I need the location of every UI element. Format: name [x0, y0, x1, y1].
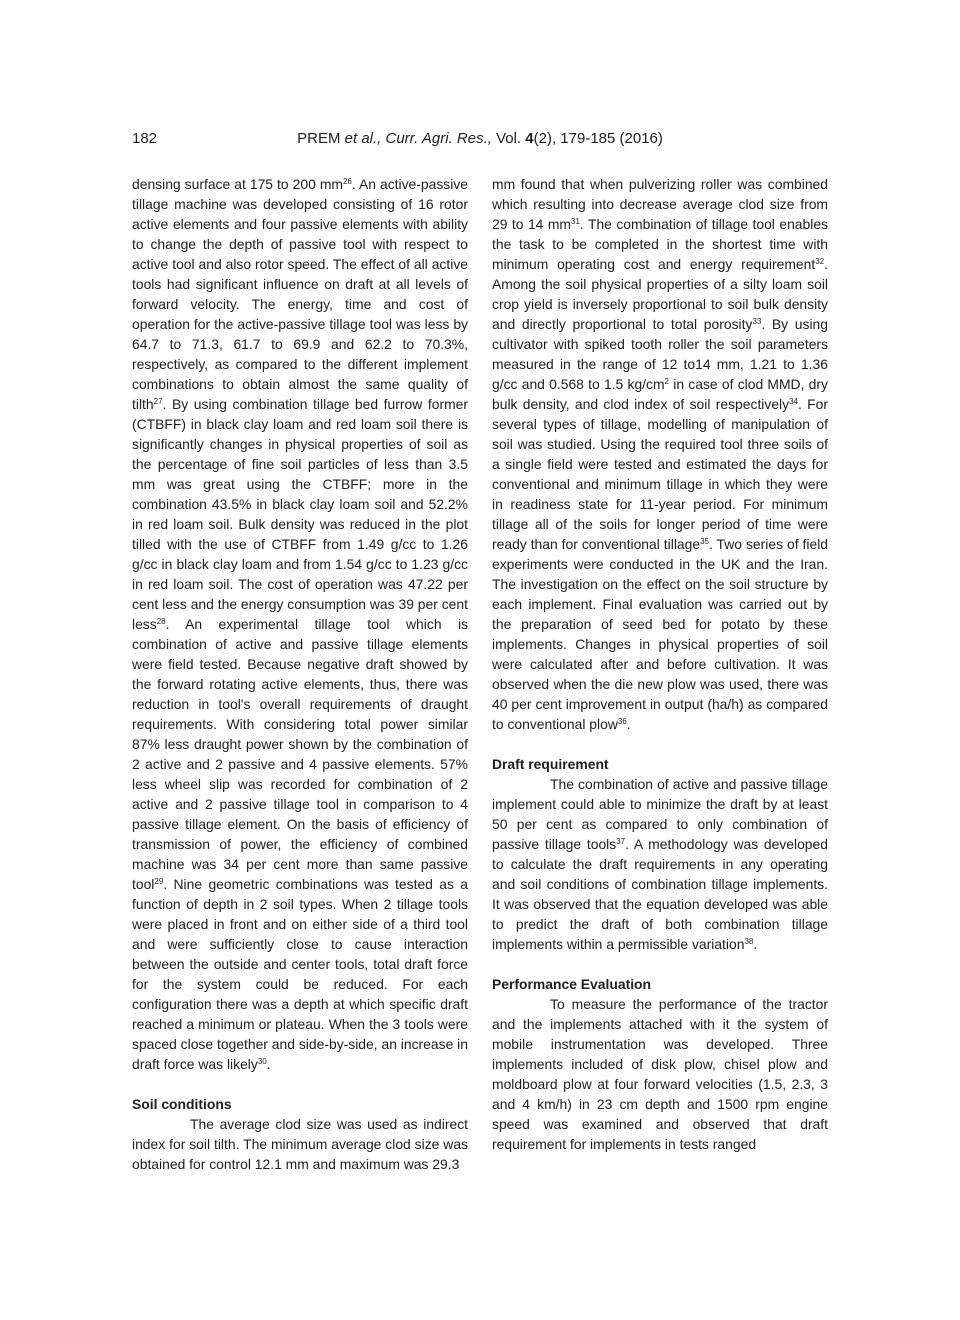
heading-soil-conditions: Soil conditions [132, 1096, 232, 1112]
text-run: . [753, 936, 758, 952]
performance-evaluation-paragraph: To measure the performance of the tractor and the implements attached with it the system of mobile instrumentation was developed. Three implements included of disk plow, chisel plow and moldboard plow at four forward velocities (1.5, 2.3, 3 and 4 km/h) in 23 cm depth and 1500 rpm engine speed was examined and observed that draft requirement for implements in tests ranged [492, 996, 828, 1152]
superscript: 2 [664, 377, 669, 386]
text-run: . Nine geometric combinations was tested as a function of depth in 2 soil types. When 2 tillage tools were placed in front and on either side of a third tool and were sufficiently close to cause interaction between the outside and center tools, total draft force for the system could be reduced. For each configuration there was a depth at which specific draft reached a minimum or plateau. When the 3 tools were spaced close together and side-by-side, an increase in draft force was likely [132, 876, 468, 1072]
text-run: . An active-passive tillage machine was developed consisting of 16 rotor active elements and four passive elements with ability to change the depth of passive tool with respect to active tool and also rotor speed. The effect of all active tools had significant influence on draft at all levels of forward velocity. The energy, time and cost of operation for the active-passive tillage tool was less by 64.7 to 71.3, 61.7 to 69.9 and 62.2 to 70.3%, respectively, as compared to the different implement combinations to obtain almost the same quality of tilth [132, 176, 468, 412]
citation: 31 [571, 217, 580, 226]
text-run: . Two series of field experiments were conducted in the UK and the Iran. The investigation on the effect on the soil structure by each implement. Final evaluation was carried out by the preparation of seed bed for potato by these implements. Changes in physical properties of soil were calculated after and before cultivation. It was observed when the die new plow was used, there was 40 per cent improvement in output (ha/h) as compared to conventional plow [492, 536, 828, 732]
text-run: densing surface at 175 to 200 mm [132, 176, 343, 192]
citation: 36 [617, 717, 627, 726]
citation: 37 [616, 837, 626, 846]
text-run: . By using cultivator with spiked tooth roller the soil parameters measured in the range of 12 to14 mm, 1.21 to 1.36 g/cc and 0.568 to 1.5 kg/cm [492, 316, 828, 392]
text-run: . By using combination tillage bed furrow former (CTBFF) in black clay loam and red loam soil there is significantly changes in physical properties of soil as the percentage of fine soil particles of less than 3.5 mm was great using the CTBFF; more in the combination 43.5% in black clay loam soil and 52.2% in red loam soil. Bulk density was reduced in the plot tilled with the use of CTBFF from 1.49 g/cc to 1.26 g/cc in black clay loam and from 1.54 g/cc to 1.23 g/cc in red loam soil. The cost of operation was 47.22 per cent less and the energy consumption was 39 per cent less [132, 396, 468, 632]
draft-requirement-paragraph [492, 774, 828, 954]
citation: 28 [156, 617, 166, 626]
text-run: . An experimental tillage tool which is combination of active and passive tillage elements were field tested. Because negative draft showed by the forward rotating active elements, thus, there was reduction in tool's overall requirements of draught requirements. With considering total power similar 87% less draught power shown by the combination of 2 active and 2 passive and 4 passive elements. 57% less wheel slip was recorded for combination of 2 active and 2 passive tillage tool in comparison to 4 passive tillage element. On the basis of efficiency of transmission of power, the efficiency of combined machine was 34 per cent more than same passive tool [132, 616, 468, 892]
left-column [132, 174, 468, 1174]
text-run: mm found that when pulverizing roller was combined which resulting into decrease average clod size from 29 to 14 mm [492, 176, 828, 232]
citation: 26 [342, 177, 352, 186]
right-paragraph-1 [492, 174, 828, 734]
text-run: . [266, 1056, 271, 1072]
page-number: 182 [132, 130, 158, 147]
soil-conditions-paragraph: The average clod size was used as indirect index for soil tilth. The minimum average clod size was obtained for control 12.1 mm and maximum was 29.3 [132, 1116, 468, 1172]
text-run: The combination of active and passive tillage implement could able to minimize the draft by at least 50 per cent as compared to only combination of passive tillage tools [492, 776, 828, 852]
header-vol-prefix: Vol. [496, 130, 522, 147]
header-journal: Curr. Agri. Res., [385, 130, 492, 147]
header-etal: et al., [344, 130, 382, 147]
text-run: . For several types of tillage, modelling of manipulation of soil was studied. Using the required tool three soils of a single field were tested and estimated the days for conventional and minimum tillage in which they were in readiness state for 11-year period. For minimum tillage all of the soils for longer period of time were ready than for conventional tillage [492, 396, 828, 552]
citation: 30 [257, 1057, 267, 1066]
header-vol-number: 4 [525, 130, 534, 147]
text-run: . [626, 716, 631, 732]
heading-draft-requirement: Draft requirement [492, 756, 609, 772]
header-vol-rest: (2), 179-185 (2016) [533, 130, 663, 147]
heading-performance-evaluation: Performance Evaluation [492, 976, 652, 992]
citation: 29 [154, 877, 164, 886]
citation: 38 [744, 937, 754, 946]
text-run: . Among the soil physical properties of a silty loam soil crop yield is inversely proportional to soil bulk density and directly proportional to total porosity [492, 256, 828, 332]
citation: 32 [815, 257, 825, 266]
running-header [240, 129, 720, 149]
citation: 27 [153, 397, 163, 406]
header-authors: PREM [297, 130, 341, 147]
text-run: . A methodology was developed to calculate the draft requirements in any operating and soil conditions of combination tillage implements. It was observed that the equation developed was able to predict the draft of both combination tillage implements within a permissible variation [492, 836, 828, 952]
citation: 34 [789, 397, 798, 406]
citation: 35 [700, 537, 709, 546]
left-paragraph-1 [132, 174, 468, 1074]
text-run: . The combination of tillage tool enables the task to be completed in the shortest time with minimum operating cost and energy requirement [492, 216, 828, 272]
text-run: in case of clod MMD, dry bulk density, and clod index of soil respectively [492, 376, 828, 412]
right-column [492, 174, 828, 1154]
citation: 33 [752, 317, 762, 326]
